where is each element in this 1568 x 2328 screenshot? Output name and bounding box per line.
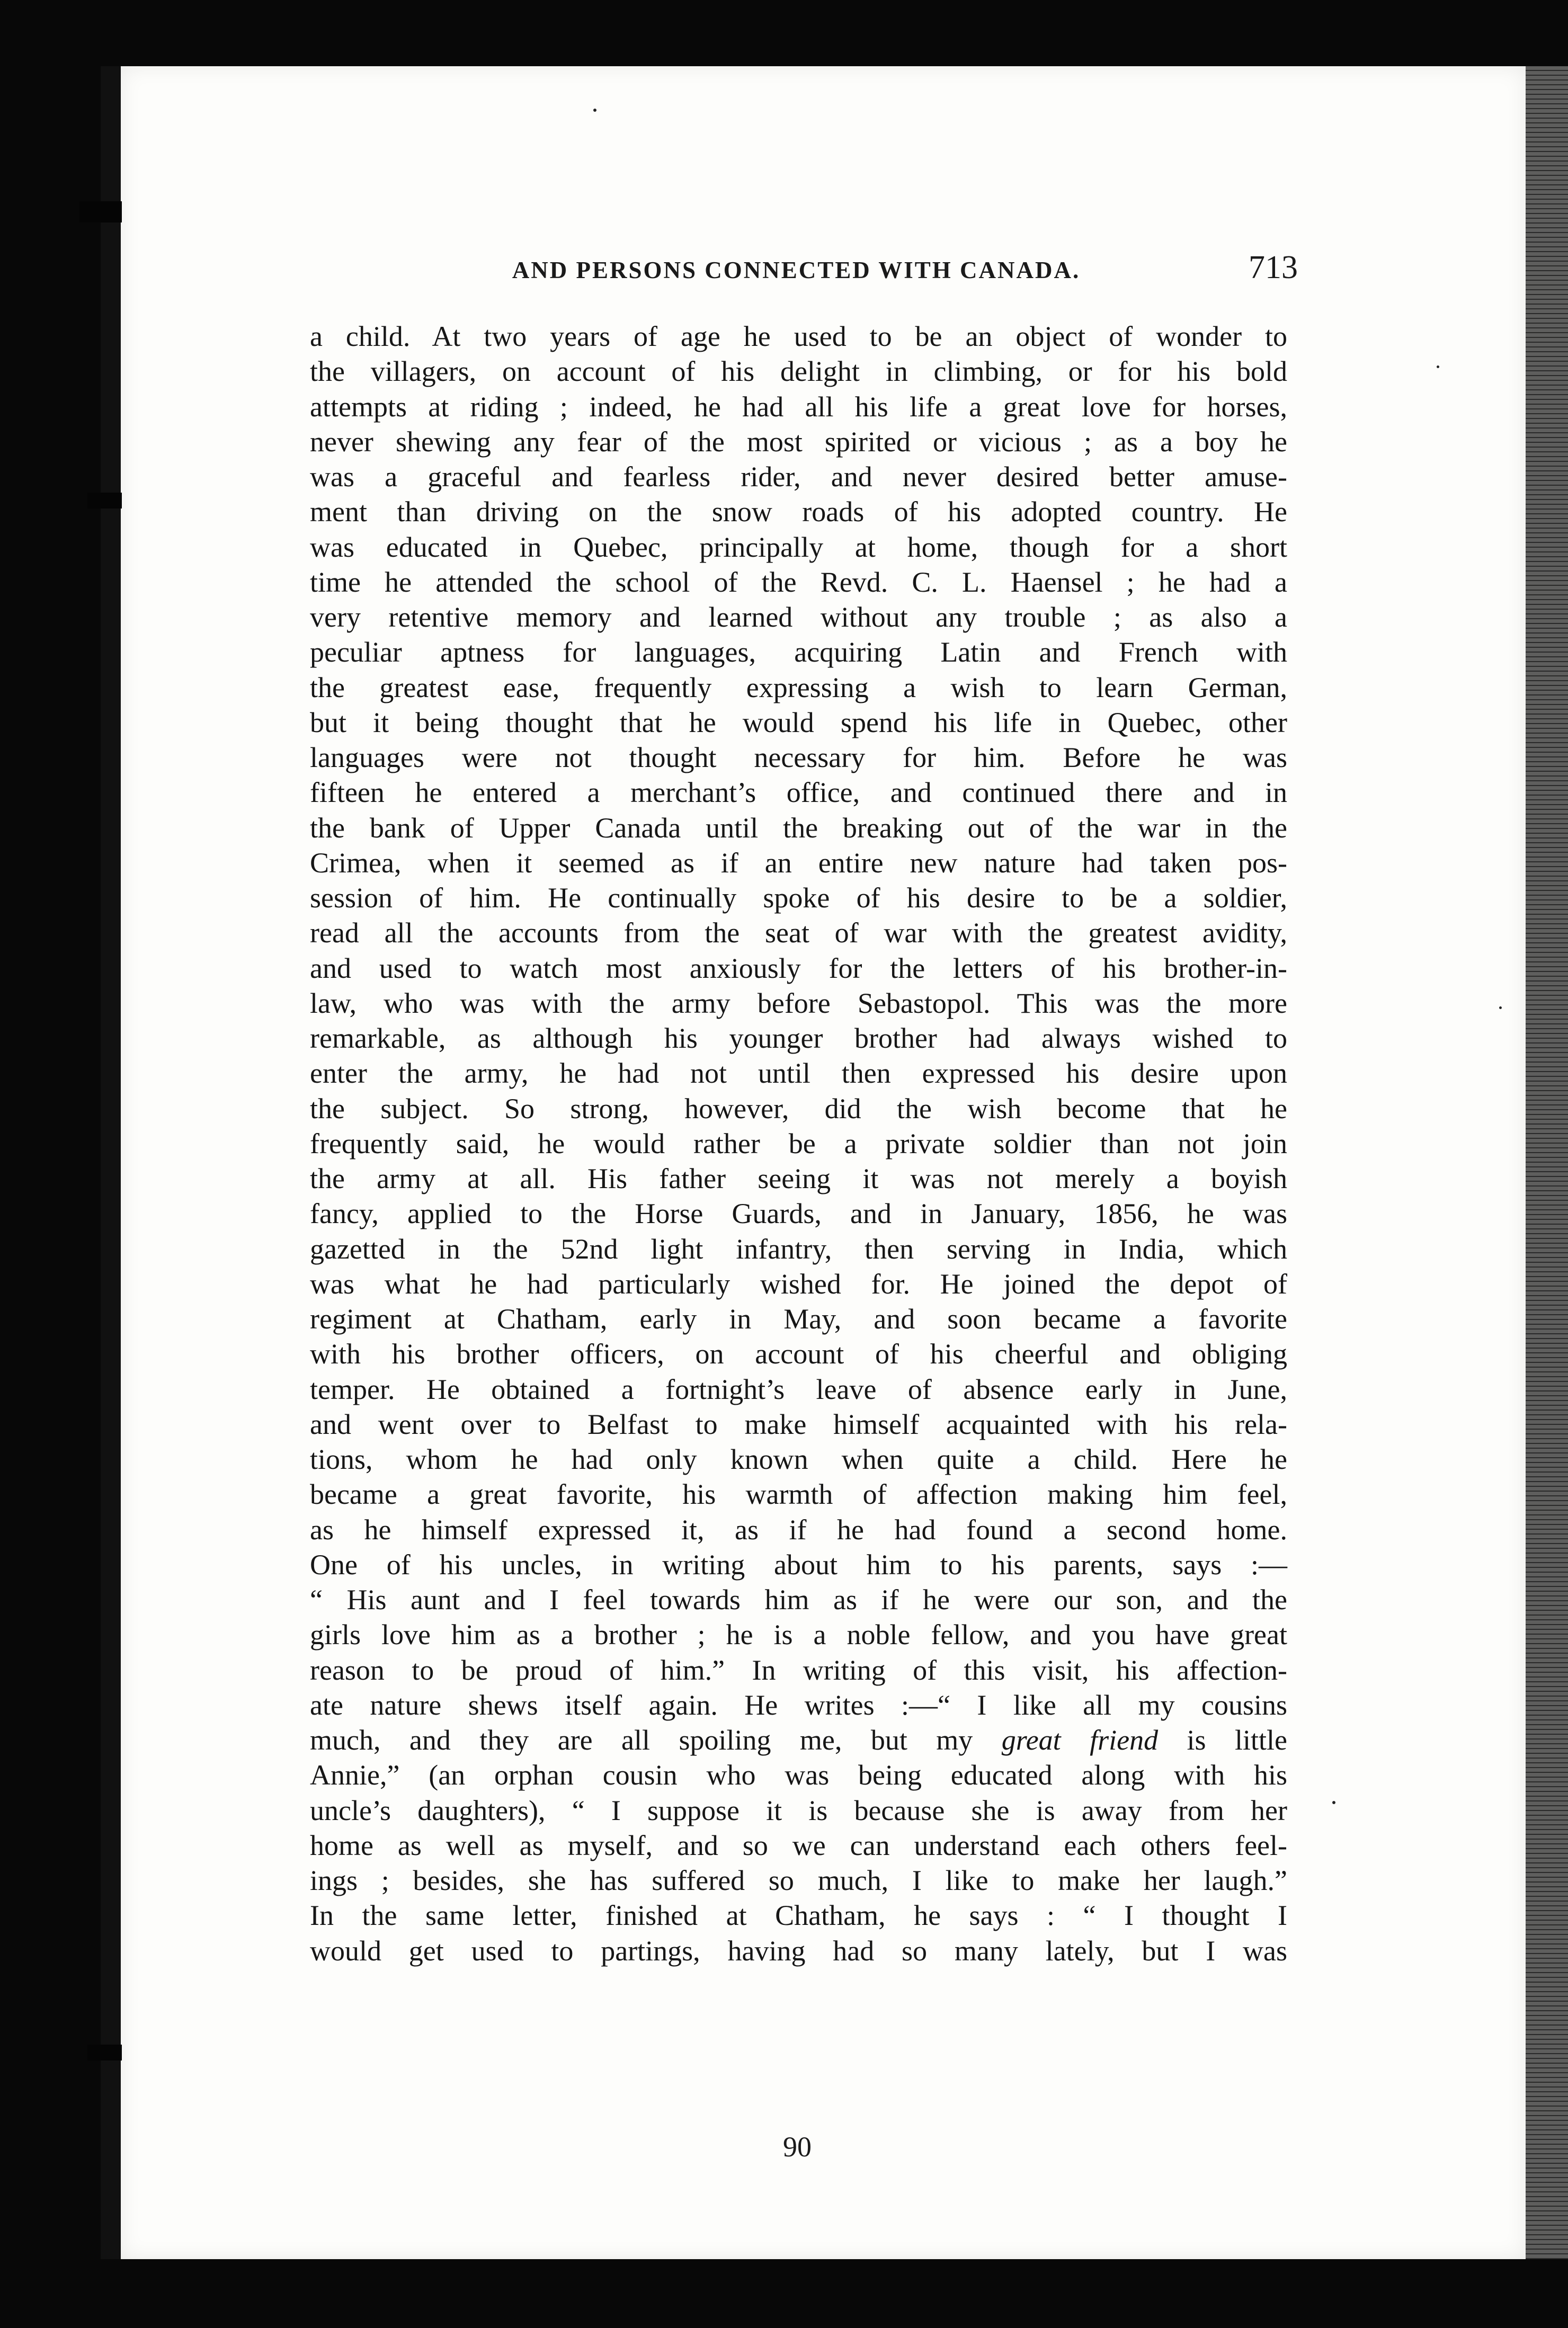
binding-notch	[87, 2045, 122, 2061]
text-line: languages were not thought necessary for him. Before he was	[310, 742, 1287, 773]
text-line: but it being thought that he would spend his life in Quebec, other	[310, 706, 1287, 738]
text-line: fifteen he entered a merchant’s office, and continued there and in	[310, 777, 1287, 809]
scan-speck	[1437, 365, 1439, 368]
text-line: peculiar aptness for languages, acquiring Latin and French with	[310, 636, 1287, 668]
text-line: In the same letter, finished at Chatham, he says : “ I thought I	[310, 1899, 1287, 1932]
text-line: Crimea, when it seemed as if an entire new nature had taken pos-	[310, 846, 1287, 879]
text-line: was educated in Quebec, principally at home, though for a short	[310, 531, 1287, 563]
scan-speck	[593, 109, 596, 112]
text-line: Annie,” (an orphan cousin who was being educated along with his	[310, 1759, 1287, 1791]
signature-mark: 90	[783, 2131, 812, 2163]
text-line: was what he had particularly wished for. He joined the depot of	[310, 1268, 1287, 1300]
text-line: read all the accounts from the seat of war with the greatest avidity,	[310, 917, 1287, 949]
text-line: girls love him as a brother ; he is a noble fellow, and you have great	[310, 1619, 1287, 1651]
text-line: the greatest ease, frequently expressing a wish to learn German,	[310, 671, 1287, 703]
text-line: and used to watch most anxiously for the letters of his brother-in-	[310, 952, 1287, 984]
text-line: temper. He obtained a fortnight’s leave of absence early in June,	[310, 1373, 1287, 1405]
binding-gutter	[101, 66, 121, 2259]
text-line: the villagers, on account of his delight in climbing, or for his bold	[310, 355, 1287, 388]
text-line: reason to be proud of him.” In writing of this visit, his affection-	[310, 1654, 1287, 1686]
text-line: fancy, applied to the Horse Guards, and in January, 1856, he was	[310, 1198, 1287, 1230]
text-line: with his brother officers, on account of his cheerful and obliging	[310, 1338, 1287, 1370]
text-line: as he himself expressed it, as if he had found a second home.	[310, 1513, 1287, 1546]
body-text	[310, 319, 1287, 1968]
text-line: gazetted in the 52nd light infantry, then serving in India, which	[310, 1233, 1287, 1265]
text-line: never shewing any fear of the most spirited or vicious ; as a boy he	[310, 425, 1287, 458]
text-line: law, who was with the army before Sebastopol. This was the more	[310, 987, 1287, 1019]
running-head: AND PERSONS CONNECTED WITH CANADA.	[512, 257, 1081, 283]
text-line: attempts at riding ; indeed, he had all his life a great love for horses,	[310, 390, 1287, 423]
text-line: much, and they are all spoiling me, but my great friend is little	[310, 1724, 1287, 1756]
text-line: remarkable, as although his younger brother had always wished to	[310, 1022, 1287, 1054]
text-line: ate nature shews itself again. He writes :—“ I like all my cousins	[310, 1689, 1287, 1721]
binding-notch	[79, 201, 122, 222]
text-line: tions, whom he had only known when quite a child. Here he	[310, 1443, 1287, 1475]
text-line: the army at all. His father seeing it was not merely a boyish	[310, 1163, 1287, 1194]
text-line: frequently said, he would rather be a private soldier than not join	[310, 1127, 1287, 1159]
text-line: the subject. So strong, however, did the wish become that he	[310, 1092, 1287, 1125]
binding-notch	[87, 493, 122, 509]
text-line: became a great favorite, his warmth of affection making him feel,	[310, 1478, 1287, 1511]
text-line: very retentive memory and learned without any trouble ; as also a	[310, 601, 1287, 633]
text-line: ings ; besides, she has suffered so much, I like to make her laugh.”	[310, 1865, 1287, 1896]
text-line: ment than driving on the snow roads of his adopted country. He	[310, 496, 1287, 528]
italic-phrase: great friend	[1001, 1724, 1159, 1756]
scan-speck	[1499, 1006, 1502, 1009]
scan-speck	[1332, 1801, 1335, 1804]
page-number: 713	[1249, 249, 1298, 286]
text-line: One of his uncles, in writing about him to his parents, says :—	[310, 1548, 1287, 1581]
text-line: and went over to Belfast to make himself acquainted with his rela-	[310, 1408, 1287, 1440]
text-line: uncle’s daughters), “ I suppose it is because she is away from her	[310, 1794, 1287, 1826]
page-edge	[1526, 66, 1568, 2259]
text-line: regiment at Chatham, early in May, and soon became a favorite	[310, 1303, 1287, 1335]
text-line: would get used to partings, having had so many lately, but I was	[310, 1934, 1287, 1967]
text-line: a child. At two years of age he used to be an object of wonder to	[310, 320, 1287, 352]
text-line: the bank of Upper Canada until the breaking out of the war in the	[310, 811, 1287, 844]
text-line: “ His aunt and I feel towards him as if he were our son, and the	[310, 1584, 1287, 1616]
text-line: session of him. He continually spoke of his desire to be a soldier,	[310, 882, 1287, 914]
text-line: time he attended the school of the Revd. C. L. Haensel ; he had a	[310, 566, 1287, 598]
text-line: home as well as myself, and so we can understand each others feel-	[310, 1829, 1287, 1861]
text-line: enter the army, he had not until then expressed his desire upon	[310, 1057, 1287, 1090]
text-line: was a graceful and fearless rider, and never desired better amuse-	[310, 461, 1287, 493]
